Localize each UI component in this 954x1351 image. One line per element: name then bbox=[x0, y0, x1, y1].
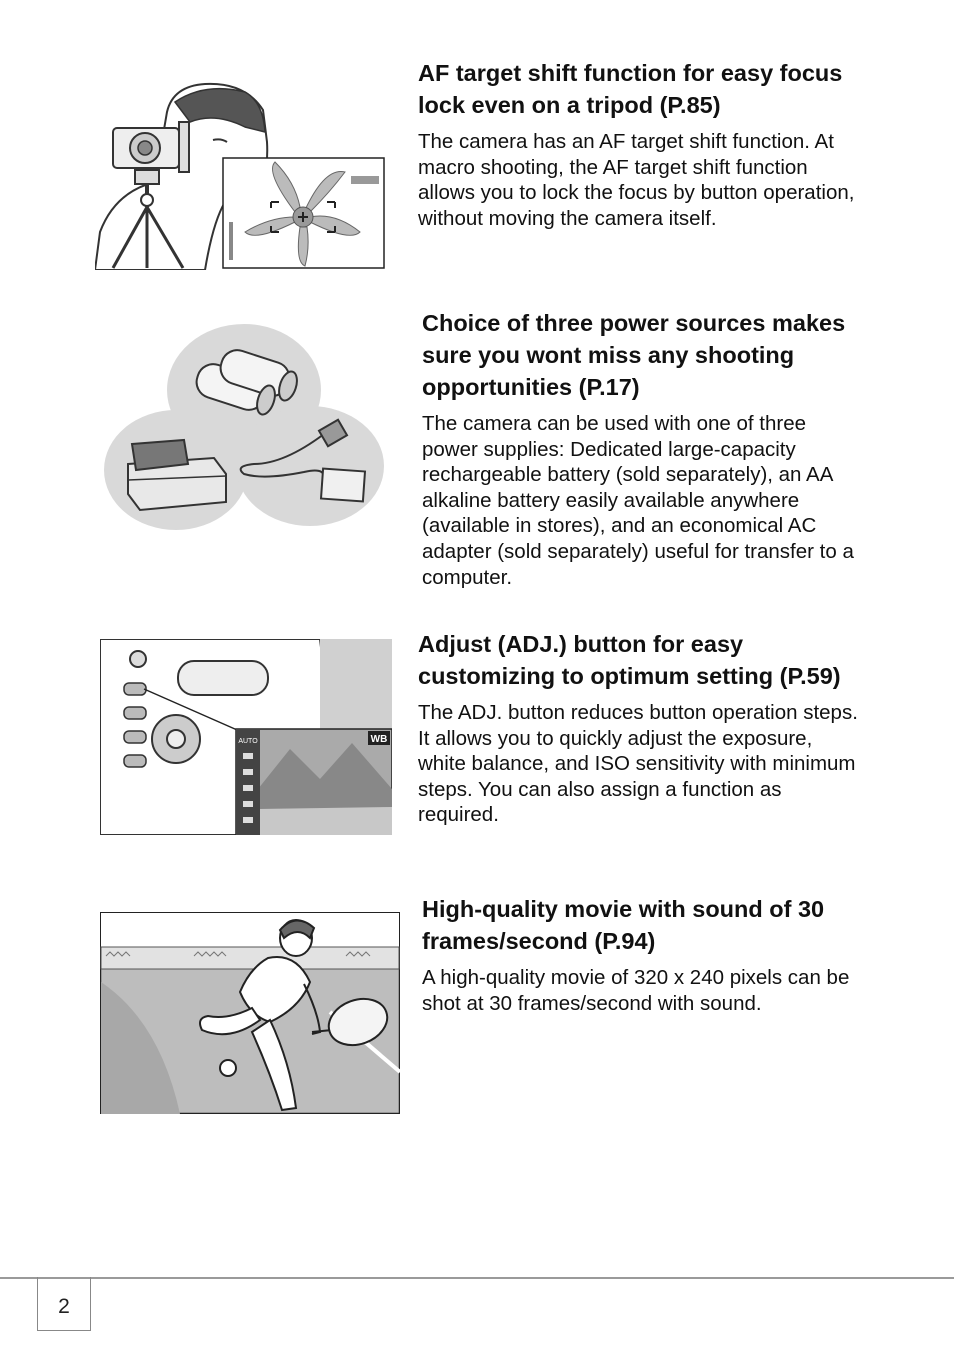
section-text bbox=[418, 57, 860, 231]
page-number: 2 bbox=[58, 1295, 70, 1318]
photographer-tripod-illustration bbox=[95, 82, 387, 270]
section-body: The camera can be used with one of three power supplies: Dedicated large-capacity rechargeable battery (sold separately), an AA alkaline battery easily available anywhere (available in stores), and an economical AC adapter (sold separately) useful for transfer to a computer. bbox=[422, 412, 854, 589]
adj-button-illustration bbox=[100, 639, 392, 835]
power-sources-illustration bbox=[104, 324, 384, 532]
footer-divider bbox=[0, 1277, 954, 1279]
section-body: The camera has an AF target shift function. At macro shooting, the AF target shift function allows you to lock the focus by button operation, without moving the camera itself. bbox=[418, 130, 855, 230]
section-body: A high-quality movie of 320 x 240 pixels can be shot at 30 frames/second with sound. bbox=[422, 966, 850, 1015]
section-heading: High-quality movie with sound of 30 frames/second (P.94) bbox=[422, 896, 825, 954]
adj-menu-label: AUTO bbox=[238, 738, 258, 745]
section-heading: AF target shift function for easy focus lock even on a tripod (P.85) bbox=[418, 60, 843, 118]
section-heading: Adjust (ADJ.) button for easy customizing to optimum setting (P.59) bbox=[418, 631, 841, 689]
section-text bbox=[422, 893, 864, 1016]
section-text bbox=[422, 307, 864, 590]
section-body: The ADJ. button reduces button operation steps. It allows you to quickly adjust the exposure, white balance, and ISO sensitivity with minimum steps. You can also assign a function as required. bbox=[418, 701, 858, 827]
white-balance-label: WB bbox=[370, 734, 388, 745]
tennis-player-illustration bbox=[100, 912, 400, 1114]
page-number-box bbox=[37, 1277, 91, 1331]
section-text bbox=[418, 628, 860, 828]
section-heading: Choice of three power sources makes sure you wont miss any shooting opportunities (P.17) bbox=[422, 310, 846, 400]
